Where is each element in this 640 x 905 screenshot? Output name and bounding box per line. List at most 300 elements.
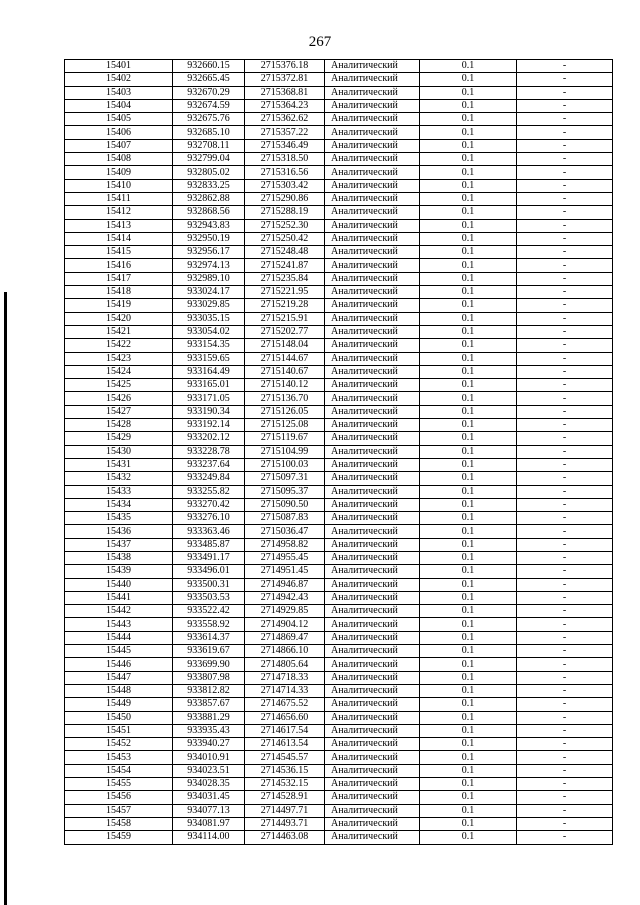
accuracy-cell: 0.1 <box>420 73 517 86</box>
method-cell: Аналитический <box>325 206 420 219</box>
x-coordinate-cell: 934028.35 <box>173 778 245 791</box>
table-row <box>65 352 613 365</box>
note-cell: - <box>517 618 613 631</box>
point-number-cell: 15438 <box>65 551 173 564</box>
table-row <box>65 591 613 604</box>
accuracy-cell: 0.1 <box>420 498 517 511</box>
method-cell: Аналитический <box>325 831 420 844</box>
y-coordinate-cell: 2714718.33 <box>245 671 325 684</box>
point-number-cell: 15417 <box>65 272 173 285</box>
y-coordinate-cell: 2714528.91 <box>245 791 325 804</box>
method-cell: Аналитический <box>325 804 420 817</box>
method-cell: Аналитический <box>325 751 420 764</box>
table-row <box>65 565 613 578</box>
y-coordinate-cell: 2715097.31 <box>245 472 325 485</box>
note-cell: - <box>517 113 613 126</box>
accuracy-cell: 0.1 <box>420 286 517 299</box>
x-coordinate-cell: 932956.17 <box>173 246 245 259</box>
point-number-cell: 15433 <box>65 485 173 498</box>
point-number-cell: 15448 <box>65 684 173 697</box>
point-number-cell: 15446 <box>65 658 173 671</box>
point-number-cell: 15452 <box>65 738 173 751</box>
y-coordinate-cell: 2715095.37 <box>245 485 325 498</box>
table-row <box>65 312 613 325</box>
method-cell: Аналитический <box>325 631 420 644</box>
note-cell: - <box>517 472 613 485</box>
table-row <box>65 831 613 844</box>
y-coordinate-cell: 2715136.70 <box>245 392 325 405</box>
accuracy-cell: 0.1 <box>420 219 517 232</box>
y-coordinate-cell: 2715148.04 <box>245 339 325 352</box>
y-coordinate-cell: 2715316.56 <box>245 166 325 179</box>
method-cell: Аналитический <box>325 658 420 671</box>
note-cell: - <box>517 445 613 458</box>
x-coordinate-cell: 932805.02 <box>173 166 245 179</box>
note-cell: - <box>517 259 613 272</box>
accuracy-cell: 0.1 <box>420 419 517 432</box>
accuracy-cell: 0.1 <box>420 99 517 112</box>
point-number-cell: 15427 <box>65 405 173 418</box>
coordinates-table-body <box>65 60 613 845</box>
table-row <box>65 379 613 392</box>
x-coordinate-cell: 932950.19 <box>173 232 245 245</box>
y-coordinate-cell: 2715202.77 <box>245 325 325 338</box>
point-number-cell: 15439 <box>65 565 173 578</box>
table-row <box>65 751 613 764</box>
point-number-cell: 15453 <box>65 751 173 764</box>
x-coordinate-cell: 933190.34 <box>173 405 245 418</box>
table-row <box>65 551 613 564</box>
method-cell: Аналитический <box>325 472 420 485</box>
accuracy-cell: 0.1 <box>420 778 517 791</box>
point-number-cell: 15416 <box>65 259 173 272</box>
method-cell: Аналитический <box>325 618 420 631</box>
method-cell: Аналитический <box>325 419 420 432</box>
accuracy-cell: 0.1 <box>420 724 517 737</box>
note-cell: - <box>517 206 613 219</box>
y-coordinate-cell: 2714463.08 <box>245 831 325 844</box>
point-number-cell: 15435 <box>65 512 173 525</box>
table-row <box>65 605 613 618</box>
y-coordinate-cell: 2714532.15 <box>245 778 325 791</box>
note-cell: - <box>517 139 613 152</box>
accuracy-cell: 0.1 <box>420 538 517 551</box>
x-coordinate-cell: 933202.12 <box>173 432 245 445</box>
method-cell: Аналитический <box>325 498 420 511</box>
table-row <box>65 73 613 86</box>
point-number-cell: 15410 <box>65 179 173 192</box>
accuracy-cell: 0.1 <box>420 379 517 392</box>
accuracy-cell: 0.1 <box>420 472 517 485</box>
point-number-cell: 15428 <box>65 419 173 432</box>
method-cell: Аналитический <box>325 591 420 604</box>
note-cell: - <box>517 432 613 445</box>
accuracy-cell: 0.1 <box>420 817 517 830</box>
x-coordinate-cell: 933807.98 <box>173 671 245 684</box>
method-cell: Аналитический <box>325 445 420 458</box>
note-cell: - <box>517 179 613 192</box>
accuracy-cell: 0.1 <box>420 671 517 684</box>
x-coordinate-cell: 932989.10 <box>173 272 245 285</box>
point-number-cell: 15434 <box>65 498 173 511</box>
accuracy-cell: 0.1 <box>420 192 517 205</box>
accuracy-cell: 0.1 <box>420 445 517 458</box>
point-number-cell: 15442 <box>65 605 173 618</box>
y-coordinate-cell: 2715376.18 <box>245 60 325 73</box>
method-cell: Аналитический <box>325 684 420 697</box>
x-coordinate-cell: 934031.45 <box>173 791 245 804</box>
accuracy-cell: 0.1 <box>420 831 517 844</box>
point-number-cell: 15415 <box>65 246 173 259</box>
note-cell: - <box>517 698 613 711</box>
table-row <box>65 724 613 737</box>
y-coordinate-cell: 2715364.23 <box>245 99 325 112</box>
table-row <box>65 419 613 432</box>
note-cell: - <box>517 817 613 830</box>
table-row <box>65 445 613 458</box>
point-number-cell: 15411 <box>65 192 173 205</box>
x-coordinate-cell: 934077.13 <box>173 804 245 817</box>
point-number-cell: 15418 <box>65 286 173 299</box>
table-row <box>65 405 613 418</box>
point-number-cell: 15409 <box>65 166 173 179</box>
table-row <box>65 99 613 112</box>
point-number-cell: 15419 <box>65 299 173 312</box>
y-coordinate-cell: 2714545.57 <box>245 751 325 764</box>
point-number-cell: 15437 <box>65 538 173 551</box>
table-row <box>65 113 613 126</box>
point-number-cell: 15449 <box>65 698 173 711</box>
x-coordinate-cell: 932708.11 <box>173 139 245 152</box>
point-number-cell: 15422 <box>65 339 173 352</box>
table-row <box>65 246 613 259</box>
note-cell: - <box>517 153 613 166</box>
point-number-cell: 15457 <box>65 804 173 817</box>
x-coordinate-cell: 933171.05 <box>173 392 245 405</box>
method-cell: Аналитический <box>325 219 420 232</box>
note-cell: - <box>517 419 613 432</box>
note-cell: - <box>517 126 613 139</box>
y-coordinate-cell: 2715215.91 <box>245 312 325 325</box>
table-row <box>65 698 613 711</box>
accuracy-cell: 0.1 <box>420 60 517 73</box>
accuracy-cell: 0.1 <box>420 392 517 405</box>
y-coordinate-cell: 2714613.54 <box>245 738 325 751</box>
x-coordinate-cell: 933491.17 <box>173 551 245 564</box>
accuracy-cell: 0.1 <box>420 738 517 751</box>
x-coordinate-cell: 934023.51 <box>173 764 245 777</box>
method-cell: Аналитический <box>325 791 420 804</box>
accuracy-cell: 0.1 <box>420 113 517 126</box>
note-cell: - <box>517 804 613 817</box>
method-cell: Аналитический <box>325 432 420 445</box>
y-coordinate-cell: 2715144.67 <box>245 352 325 365</box>
y-coordinate-cell: 2714866.10 <box>245 645 325 658</box>
point-number-cell: 15424 <box>65 365 173 378</box>
x-coordinate-cell: 933035.15 <box>173 312 245 325</box>
note-cell: - <box>517 831 613 844</box>
note-cell: - <box>517 631 613 644</box>
x-coordinate-cell: 933255.82 <box>173 485 245 498</box>
point-number-cell: 15420 <box>65 312 173 325</box>
table-row <box>65 631 613 644</box>
note-cell: - <box>517 658 613 671</box>
x-coordinate-cell: 934114.00 <box>173 831 245 844</box>
x-coordinate-cell: 933812.82 <box>173 684 245 697</box>
method-cell: Аналитический <box>325 551 420 564</box>
y-coordinate-cell: 2715087.83 <box>245 512 325 525</box>
note-cell: - <box>517 591 613 604</box>
table-row <box>65 512 613 525</box>
accuracy-cell: 0.1 <box>420 325 517 338</box>
method-cell: Аналитический <box>325 365 420 378</box>
x-coordinate-cell: 933249.84 <box>173 472 245 485</box>
note-cell: - <box>517 645 613 658</box>
point-number-cell: 15414 <box>65 232 173 245</box>
point-number-cell: 15440 <box>65 578 173 591</box>
note-cell: - <box>517 724 613 737</box>
accuracy-cell: 0.1 <box>420 658 517 671</box>
method-cell: Аналитический <box>325 99 420 112</box>
table-row <box>65 538 613 551</box>
y-coordinate-cell: 2714929.85 <box>245 605 325 618</box>
method-cell: Аналитический <box>325 817 420 830</box>
y-coordinate-cell: 2715303.42 <box>245 179 325 192</box>
table-row <box>65 618 613 631</box>
point-number-cell: 15406 <box>65 126 173 139</box>
table-row <box>65 299 613 312</box>
note-cell: - <box>517 192 613 205</box>
note-cell: - <box>517 219 613 232</box>
method-cell: Аналитический <box>325 86 420 99</box>
note-cell: - <box>517 512 613 525</box>
note-cell: - <box>517 166 613 179</box>
accuracy-cell: 0.1 <box>420 166 517 179</box>
x-coordinate-cell: 933154.35 <box>173 339 245 352</box>
accuracy-cell: 0.1 <box>420 711 517 724</box>
point-number-cell: 15456 <box>65 791 173 804</box>
point-number-cell: 15426 <box>65 392 173 405</box>
method-cell: Аналитический <box>325 339 420 352</box>
y-coordinate-cell: 2715235.84 <box>245 272 325 285</box>
method-cell: Аналитический <box>325 232 420 245</box>
x-coordinate-cell: 934010.91 <box>173 751 245 764</box>
accuracy-cell: 0.1 <box>420 618 517 631</box>
x-coordinate-cell: 932685.10 <box>173 126 245 139</box>
accuracy-cell: 0.1 <box>420 684 517 697</box>
y-coordinate-cell: 2714675.52 <box>245 698 325 711</box>
note-cell: - <box>517 405 613 418</box>
table-row <box>65 126 613 139</box>
table-row <box>65 525 613 538</box>
point-number-cell: 15459 <box>65 831 173 844</box>
point-number-cell: 15425 <box>65 379 173 392</box>
y-coordinate-cell: 2715090.50 <box>245 498 325 511</box>
table-row <box>65 458 613 471</box>
x-coordinate-cell: 932974.13 <box>173 259 245 272</box>
note-cell: - <box>517 272 613 285</box>
note-cell: - <box>517 551 613 564</box>
accuracy-cell: 0.1 <box>420 525 517 538</box>
note-cell: - <box>517 312 613 325</box>
y-coordinate-cell: 2714617.54 <box>245 724 325 737</box>
table-row <box>65 286 613 299</box>
note-cell: - <box>517 711 613 724</box>
table-row <box>65 259 613 272</box>
table-row <box>65 192 613 205</box>
y-coordinate-cell: 2715248.48 <box>245 246 325 259</box>
note-cell: - <box>517 352 613 365</box>
method-cell: Аналитический <box>325 538 420 551</box>
coordinates-table <box>64 59 613 845</box>
y-coordinate-cell: 2715140.12 <box>245 379 325 392</box>
y-coordinate-cell: 2714536.15 <box>245 764 325 777</box>
x-coordinate-cell: 932943.83 <box>173 219 245 232</box>
note-cell: - <box>517 751 613 764</box>
accuracy-cell: 0.1 <box>420 259 517 272</box>
y-coordinate-cell: 2714493.71 <box>245 817 325 830</box>
method-cell: Аналитический <box>325 166 420 179</box>
x-coordinate-cell: 933522.42 <box>173 605 245 618</box>
accuracy-cell: 0.1 <box>420 339 517 352</box>
note-cell: - <box>517 764 613 777</box>
note-cell: - <box>517 286 613 299</box>
method-cell: Аналитический <box>325 724 420 737</box>
table-row <box>65 658 613 671</box>
x-coordinate-cell: 932665.45 <box>173 73 245 86</box>
note-cell: - <box>517 365 613 378</box>
y-coordinate-cell: 2715318.50 <box>245 153 325 166</box>
y-coordinate-cell: 2715140.67 <box>245 365 325 378</box>
note-cell: - <box>517 392 613 405</box>
note-cell: - <box>517 525 613 538</box>
point-number-cell: 15444 <box>65 631 173 644</box>
x-coordinate-cell: 933029.85 <box>173 299 245 312</box>
y-coordinate-cell: 2714805.64 <box>245 658 325 671</box>
x-coordinate-cell: 933276.10 <box>173 512 245 525</box>
x-coordinate-cell: 932862.88 <box>173 192 245 205</box>
x-coordinate-cell: 932833.25 <box>173 179 245 192</box>
y-coordinate-cell: 2715241.87 <box>245 259 325 272</box>
note-cell: - <box>517 578 613 591</box>
x-coordinate-cell: 933192.14 <box>173 419 245 432</box>
y-coordinate-cell: 2714497.71 <box>245 804 325 817</box>
x-coordinate-cell: 932675.76 <box>173 113 245 126</box>
accuracy-cell: 0.1 <box>420 432 517 445</box>
table-row <box>65 153 613 166</box>
point-number-cell: 15413 <box>65 219 173 232</box>
method-cell: Аналитический <box>325 126 420 139</box>
accuracy-cell: 0.1 <box>420 352 517 365</box>
accuracy-cell: 0.1 <box>420 246 517 259</box>
x-coordinate-cell: 932674.59 <box>173 99 245 112</box>
method-cell: Аналитический <box>325 379 420 392</box>
note-cell: - <box>517 99 613 112</box>
accuracy-cell: 0.1 <box>420 631 517 644</box>
y-coordinate-cell: 2715125.08 <box>245 419 325 432</box>
method-cell: Аналитический <box>325 392 420 405</box>
table-row <box>65 60 613 73</box>
table-row <box>65 432 613 445</box>
margin-bar <box>4 292 7 905</box>
y-coordinate-cell: 2715346.49 <box>245 139 325 152</box>
note-cell: - <box>517 339 613 352</box>
table-row <box>65 498 613 511</box>
note-cell: - <box>517 738 613 751</box>
y-coordinate-cell: 2715372.81 <box>245 73 325 86</box>
note-cell: - <box>517 232 613 245</box>
x-coordinate-cell: 932868.56 <box>173 206 245 219</box>
point-number-cell: 15432 <box>65 472 173 485</box>
method-cell: Аналитический <box>325 711 420 724</box>
method-cell: Аналитический <box>325 153 420 166</box>
point-number-cell: 15408 <box>65 153 173 166</box>
table-row <box>65 578 613 591</box>
accuracy-cell: 0.1 <box>420 179 517 192</box>
point-number-cell: 15401 <box>65 60 173 73</box>
point-number-cell: 15430 <box>65 445 173 458</box>
note-cell: - <box>517 485 613 498</box>
table-row <box>65 139 613 152</box>
y-coordinate-cell: 2715119.67 <box>245 432 325 445</box>
method-cell: Аналитический <box>325 485 420 498</box>
table-row <box>65 738 613 751</box>
note-cell: - <box>517 791 613 804</box>
x-coordinate-cell: 932660.15 <box>173 60 245 73</box>
y-coordinate-cell: 2715036.47 <box>245 525 325 538</box>
y-coordinate-cell: 2715221.95 <box>245 286 325 299</box>
method-cell: Аналитический <box>325 113 420 126</box>
note-cell: - <box>517 498 613 511</box>
point-number-cell: 15455 <box>65 778 173 791</box>
method-cell: Аналитический <box>325 299 420 312</box>
table-row <box>65 86 613 99</box>
accuracy-cell: 0.1 <box>420 512 517 525</box>
y-coordinate-cell: 2714946.87 <box>245 578 325 591</box>
point-number-cell: 15412 <box>65 206 173 219</box>
page-number: 267 <box>308 34 332 50</box>
accuracy-cell: 0.1 <box>420 365 517 378</box>
method-cell: Аналитический <box>325 645 420 658</box>
note-cell: - <box>517 778 613 791</box>
x-coordinate-cell: 933159.65 <box>173 352 245 365</box>
accuracy-cell: 0.1 <box>420 86 517 99</box>
point-number-cell: 15447 <box>65 671 173 684</box>
accuracy-cell: 0.1 <box>420 591 517 604</box>
y-coordinate-cell: 2715219.28 <box>245 299 325 312</box>
method-cell: Аналитический <box>325 764 420 777</box>
x-coordinate-cell: 933228.78 <box>173 445 245 458</box>
accuracy-cell: 0.1 <box>420 299 517 312</box>
point-number-cell: 15403 <box>65 86 173 99</box>
method-cell: Аналитический <box>325 73 420 86</box>
method-cell: Аналитический <box>325 698 420 711</box>
x-coordinate-cell: 933558.92 <box>173 618 245 631</box>
accuracy-cell: 0.1 <box>420 698 517 711</box>
method-cell: Аналитический <box>325 525 420 538</box>
y-coordinate-cell: 2714958.82 <box>245 538 325 551</box>
note-cell: - <box>517 458 613 471</box>
accuracy-cell: 0.1 <box>420 405 517 418</box>
x-coordinate-cell: 933503.53 <box>173 591 245 604</box>
method-cell: Аналитический <box>325 272 420 285</box>
y-coordinate-cell: 2714951.45 <box>245 565 325 578</box>
point-number-cell: 15441 <box>65 591 173 604</box>
x-coordinate-cell: 933619.67 <box>173 645 245 658</box>
x-coordinate-cell: 933614.37 <box>173 631 245 644</box>
x-coordinate-cell: 933940.27 <box>173 738 245 751</box>
y-coordinate-cell: 2714869.47 <box>245 631 325 644</box>
